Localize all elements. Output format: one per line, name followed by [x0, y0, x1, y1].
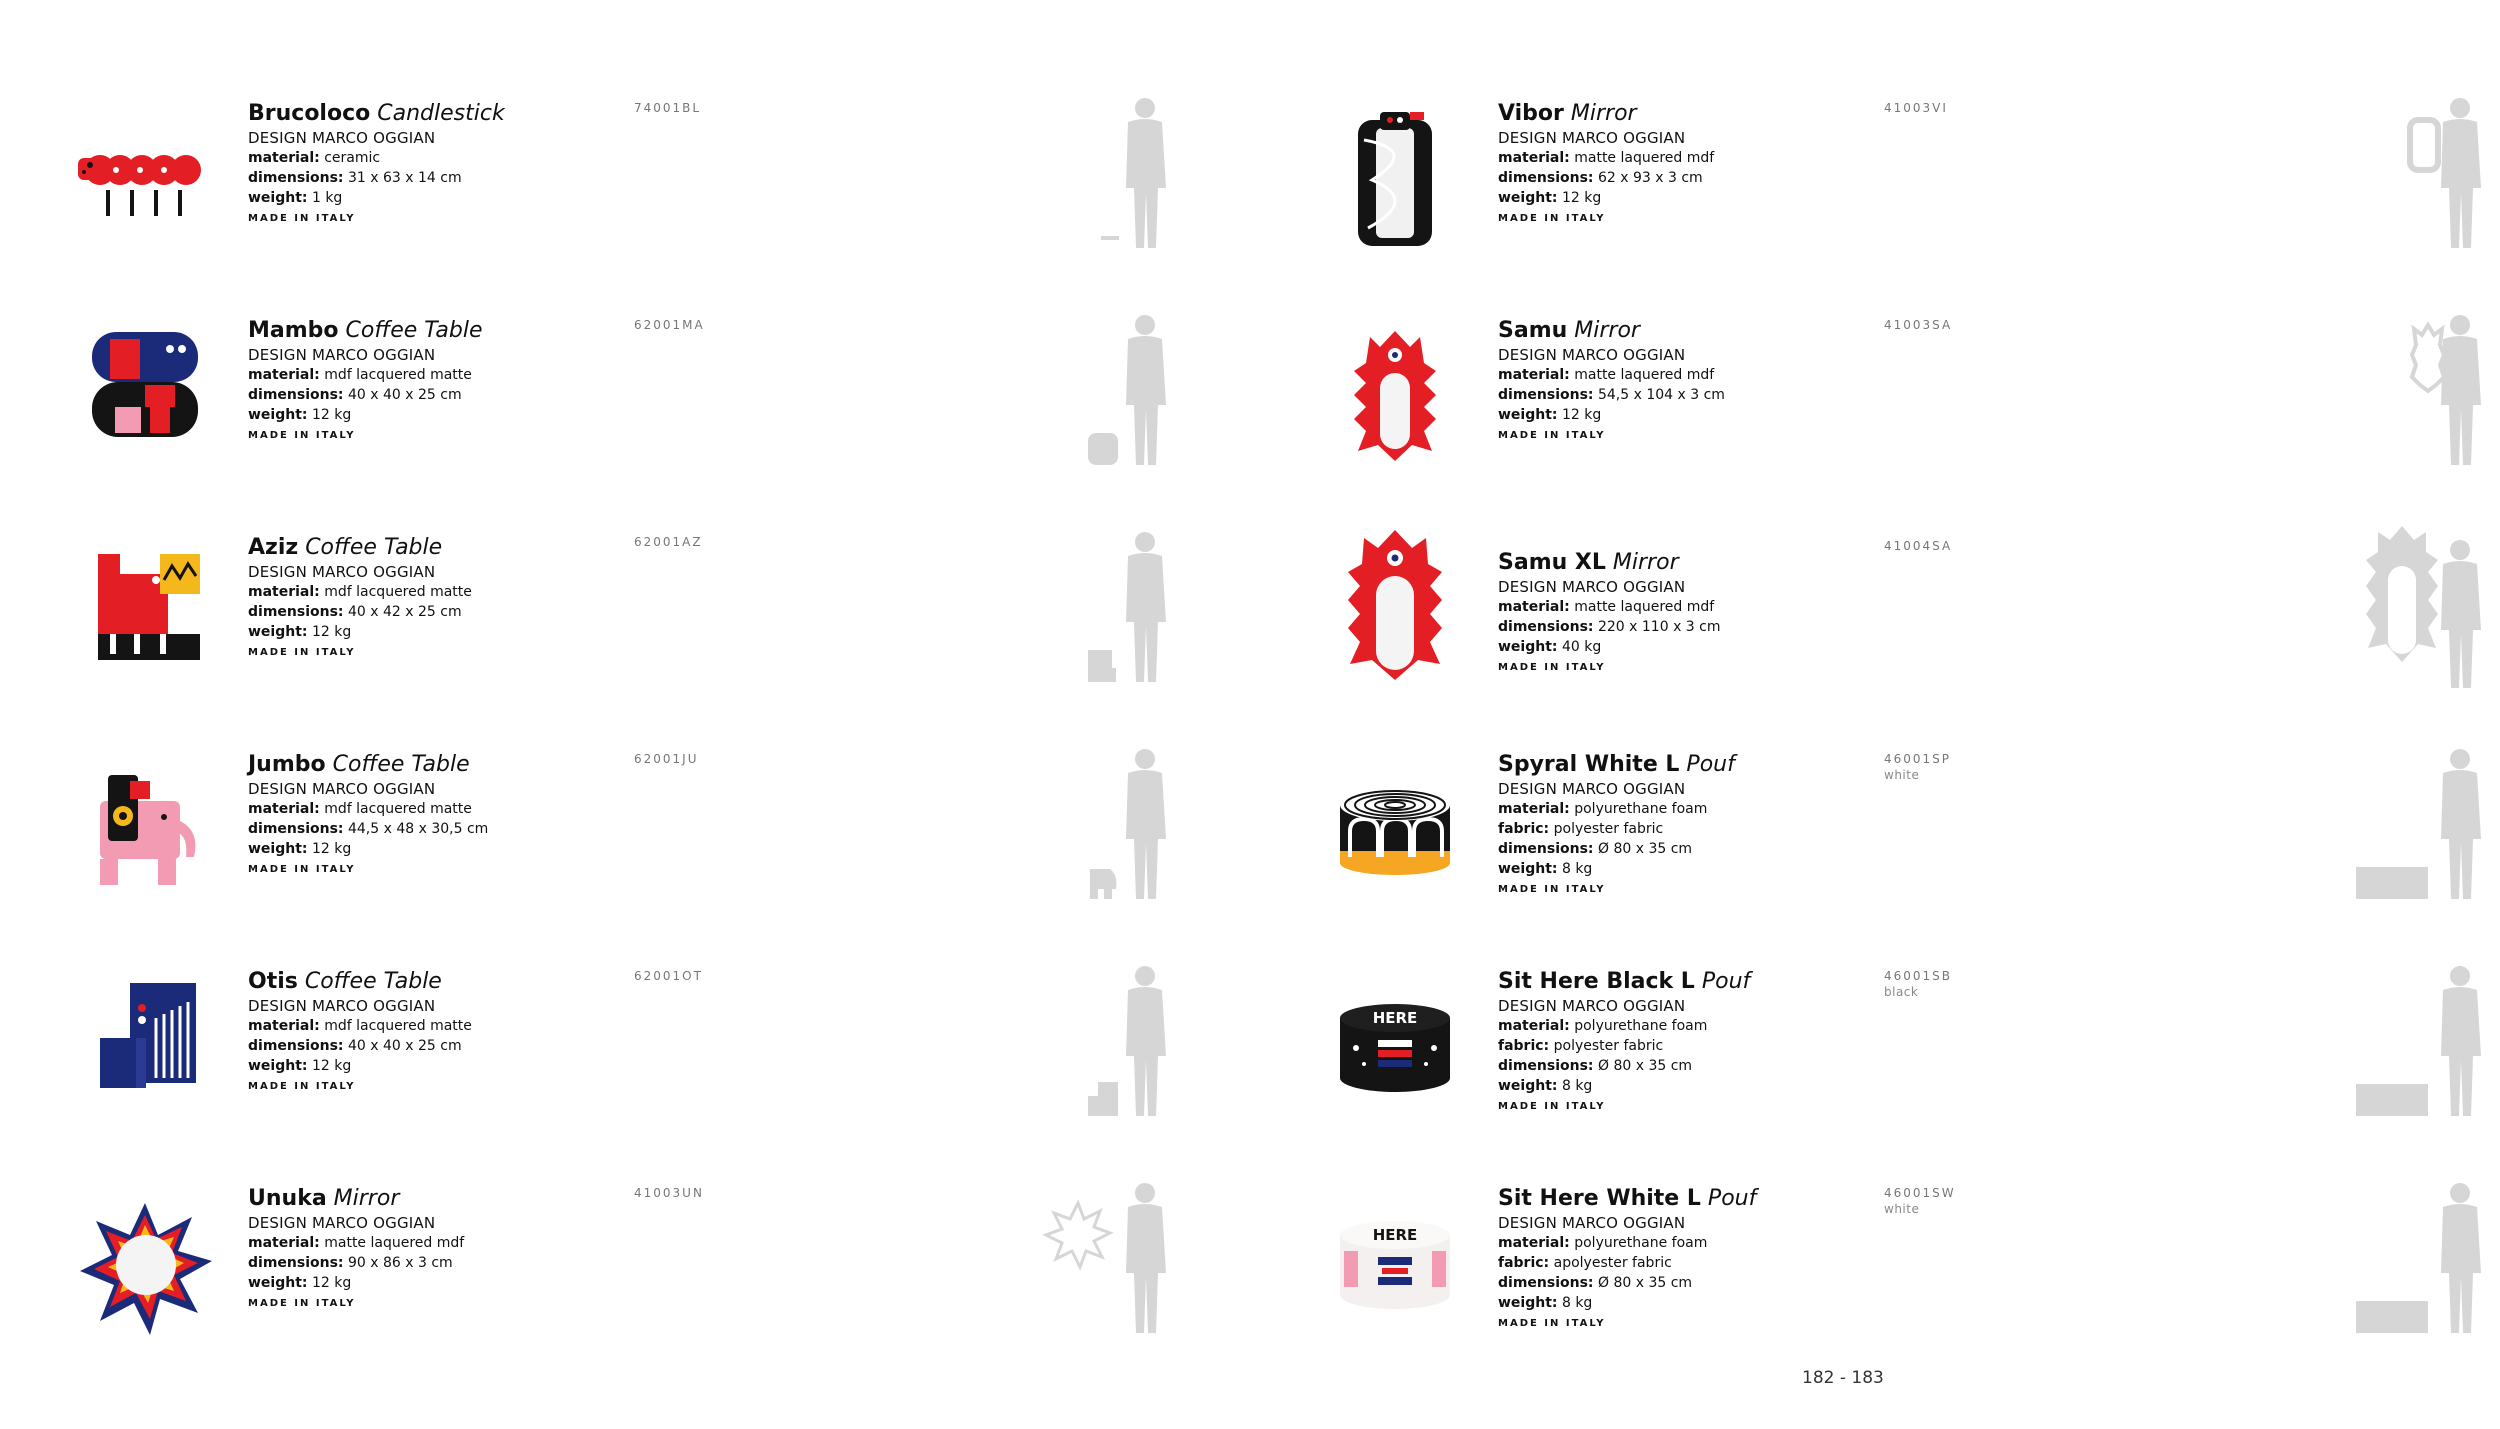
product-name: Jumbo	[248, 752, 326, 777]
scale-silhouette	[1000, 956, 1250, 1126]
fabric-spec: fabric: polyester fabric	[1498, 821, 1664, 837]
made-in-label: MADE IN ITALY	[248, 864, 356, 875]
fabric-spec: fabric: apolyester fabric	[1498, 1255, 1672, 1271]
product-name: Brucoloco	[248, 101, 371, 126]
product-name: Samu XL	[1498, 550, 1606, 575]
material-spec: material: mdf lacquered matte	[248, 1018, 472, 1034]
product-mambo	[0, 317, 1250, 534]
product-code: 62001OT	[634, 969, 703, 983]
weight-spec: weight: 8 kg	[1498, 861, 1593, 877]
product-aziz	[0, 534, 1250, 751]
weight-spec: weight: 12 kg	[248, 1275, 352, 1291]
product-unuka	[0, 1185, 1250, 1402]
product-image-otis	[70, 978, 220, 1128]
product-category: Coffee Table	[345, 318, 483, 343]
material-spec: material: matte laquered mdf	[1498, 367, 1715, 383]
scale-silhouette	[2250, 305, 2500, 475]
scale-silhouette	[1000, 1173, 1250, 1343]
product-name: Samu	[1498, 318, 1568, 343]
product-category: Coffee Table	[332, 752, 470, 777]
person-silhouette-icon	[1126, 315, 1166, 465]
product-category: Pouf	[1707, 1186, 1757, 1211]
dimensions-spec: dimensions: 90 x 86 x 3 cm	[248, 1255, 453, 1271]
designer: DESIGN MARCO OGGIAN	[248, 1214, 436, 1232]
product-sit-here-black-l	[1250, 968, 2500, 1185]
color-variant: white	[1884, 1202, 1920, 1216]
product-code: 46001SP white	[1884, 752, 1952, 782]
dimensions-spec: dimensions: 40 x 42 x 25 cm	[248, 604, 462, 620]
color-variant: white	[1884, 768, 1920, 782]
scale-silhouette	[2250, 88, 2500, 258]
weight-spec: weight: 12 kg	[248, 624, 352, 640]
person-silhouette-icon	[1126, 98, 1166, 248]
material-spec: material: ceramic	[248, 150, 381, 166]
weight-spec: weight: 12 kg	[1498, 190, 1602, 206]
product-code: 46001SB black	[1884, 969, 1953, 999]
dimensions-spec: dimensions: Ø 80 x 35 cm	[1498, 1058, 1693, 1074]
dimensions-spec: dimensions: 220 x 110 x 3 cm	[1498, 619, 1721, 635]
product-code: 62001MA	[634, 318, 705, 332]
designer: DESIGN MARCO OGGIAN	[1498, 1214, 1686, 1232]
material-spec: material: matte laquered mdf	[1498, 599, 1715, 615]
product-image-samu	[1320, 327, 1470, 477]
product-image-aziz	[70, 544, 220, 694]
product-category: Mirror	[1570, 101, 1637, 126]
product-samu-xl	[1250, 534, 2500, 751]
made-in-label: MADE IN ITALY	[1498, 213, 1606, 224]
product-name: Sit Here Black L	[1498, 969, 1695, 994]
material-spec: material: polyurethane foam	[1498, 801, 1708, 817]
scale-silhouette	[1000, 522, 1250, 692]
made-in-label: MADE IN ITALY	[248, 647, 356, 658]
product-name: Sit Here White L	[1498, 1186, 1701, 1211]
made-in-label: MADE IN ITALY	[1498, 430, 1606, 441]
product-name: Mambo	[248, 318, 339, 343]
fabric-spec: fabric: polyester fabric	[1498, 1038, 1664, 1054]
person-silhouette-icon	[2441, 315, 2481, 465]
dimensions-spec: dimensions: 54,5 x 104 x 3 cm	[1498, 387, 1725, 403]
made-in-label: MADE IN ITALY	[248, 1081, 356, 1092]
product-category: Pouf	[1701, 969, 1751, 994]
product-image-mambo	[70, 327, 220, 477]
person-silhouette-icon	[2441, 540, 2481, 688]
svg-text:HERE: HERE	[1372, 1009, 1418, 1027]
person-silhouette-icon	[2441, 966, 2481, 1116]
person-silhouette-icon	[1126, 749, 1166, 899]
person-silhouette-icon	[1126, 532, 1166, 682]
designer: DESIGN MARCO OGGIAN	[248, 997, 436, 1015]
weight-spec: weight: 12 kg	[248, 841, 352, 857]
designer: DESIGN MARCO OGGIAN	[248, 129, 436, 147]
designer: DESIGN MARCO OGGIAN	[248, 346, 436, 364]
product-vibor	[1250, 100, 2500, 317]
right-page	[1250, 0, 2500, 1429]
product-category: Coffee Table	[304, 969, 442, 994]
designer: DESIGN MARCO OGGIAN	[1498, 129, 1686, 147]
made-in-label: MADE IN ITALY	[1498, 662, 1606, 673]
dimensions-spec: dimensions: 62 x 93 x 3 cm	[1498, 170, 1703, 186]
weight-spec: weight: 40 kg	[1498, 639, 1602, 655]
made-in-label: MADE IN ITALY	[1498, 1101, 1606, 1112]
person-silhouette-icon	[1126, 966, 1166, 1116]
product-image-sit-here-black-l	[1320, 978, 1470, 1128]
weight-spec: weight: 8 kg	[1498, 1078, 1593, 1094]
product-code: 41003SA	[1884, 318, 1953, 332]
material-spec: material: mdf lacquered matte	[248, 584, 472, 600]
weight-spec: weight: 1 kg	[248, 190, 343, 206]
product-name: Spyral White L	[1498, 752, 1680, 777]
page-number: 182 - 183	[1802, 1368, 1884, 1388]
product-code: 62001JU	[634, 752, 699, 766]
scale-silhouette	[1000, 305, 1250, 475]
person-silhouette-icon	[2441, 98, 2481, 248]
scale-silhouette	[2250, 1173, 2500, 1343]
product-image-unuka	[70, 1195, 220, 1345]
designer: DESIGN MARCO OGGIAN	[1498, 346, 1686, 364]
weight-spec: weight: 12 kg	[248, 1058, 352, 1074]
product-name: Otis	[248, 969, 298, 994]
product-image-sit-here-white-l	[1320, 1195, 1470, 1345]
dimensions-spec: dimensions: Ø 80 x 35 cm	[1498, 841, 1693, 857]
material-spec: material: matte laquered mdf	[248, 1235, 465, 1251]
product-category: Candlestick	[377, 101, 505, 126]
product-code: 74001BL	[634, 101, 702, 115]
product-category: Mirror	[333, 1186, 400, 1211]
product-image-jumbo	[70, 761, 220, 911]
made-in-label: MADE IN ITALY	[1498, 1318, 1606, 1329]
color-variant: black	[1884, 985, 1919, 999]
weight-spec: weight: 12 kg	[248, 407, 352, 423]
material-spec: material: mdf lacquered matte	[248, 367, 472, 383]
dimensions-spec: dimensions: 44,5 x 48 x 30,5 cm	[248, 821, 489, 837]
product-category: Pouf	[1686, 752, 1735, 777]
made-in-label: MADE IN ITALY	[248, 1298, 356, 1309]
material-spec: material: mdf lacquered matte	[248, 801, 472, 817]
designer: DESIGN MARCO OGGIAN	[1498, 578, 1686, 596]
product-samu	[1250, 317, 2500, 534]
scale-silhouette	[1000, 88, 1250, 258]
product-otis	[0, 968, 1250, 1185]
product-name: Unuka	[248, 1186, 327, 1211]
person-silhouette-icon	[2441, 749, 2481, 899]
material-spec: material: polyurethane foam	[1498, 1018, 1708, 1034]
designer: DESIGN MARCO OGGIAN	[1498, 780, 1686, 798]
material-spec: material: polyurethane foam	[1498, 1235, 1708, 1251]
weight-spec: weight: 12 kg	[1498, 407, 1602, 423]
scale-silhouette	[2250, 956, 2500, 1126]
product-code: 41003VI	[1884, 101, 1948, 115]
product-image-samu-xl	[1320, 524, 1470, 694]
product-code: 62001AZ	[634, 535, 703, 549]
product-category: Coffee Table	[305, 535, 443, 560]
made-in-label: MADE IN ITALY	[248, 213, 356, 224]
product-image-spyral-white-l	[1320, 761, 1470, 911]
product-name: Vibor	[1498, 101, 1564, 126]
product-category: Mirror	[1612, 550, 1679, 575]
made-in-label: MADE IN ITALY	[248, 430, 356, 441]
scale-silhouette	[2250, 522, 2500, 692]
product-spyral-white-l	[1250, 751, 2500, 968]
dimensions-spec: dimensions: 31 x 63 x 14 cm	[248, 170, 462, 186]
designer: DESIGN MARCO OGGIAN	[248, 780, 436, 798]
product-code: 46001SW white	[1884, 1186, 1956, 1216]
dimensions-spec: dimensions: 40 x 40 x 25 cm	[248, 387, 462, 403]
weight-spec: weight: 8 kg	[1498, 1295, 1593, 1311]
dimensions-spec: dimensions: 40 x 40 x 25 cm	[248, 1038, 462, 1054]
made-in-label: MADE IN ITALY	[1498, 884, 1606, 895]
dimensions-spec: dimensions: Ø 80 x 35 cm	[1498, 1275, 1693, 1291]
scale-silhouette	[1000, 739, 1250, 909]
product-code: 41003UN	[634, 1186, 704, 1200]
product-image-brucoloco	[70, 110, 220, 260]
designer: DESIGN MARCO OGGIAN	[248, 563, 436, 581]
svg-text:HERE: HERE	[1372, 1226, 1418, 1244]
product-brucoloco	[0, 100, 1250, 317]
person-silhouette-icon	[2441, 1183, 2481, 1333]
product-jumbo	[0, 751, 1250, 968]
material-spec: material: matte laquered mdf	[1498, 150, 1715, 166]
designer: DESIGN MARCO OGGIAN	[1498, 997, 1686, 1015]
product-name: Aziz	[248, 535, 299, 560]
product-code: 41004SA	[1884, 539, 1953, 553]
scale-silhouette	[2250, 739, 2500, 909]
product-image-vibor	[1320, 110, 1470, 260]
product-category: Mirror	[1574, 318, 1640, 343]
person-silhouette-icon	[1126, 1183, 1166, 1333]
